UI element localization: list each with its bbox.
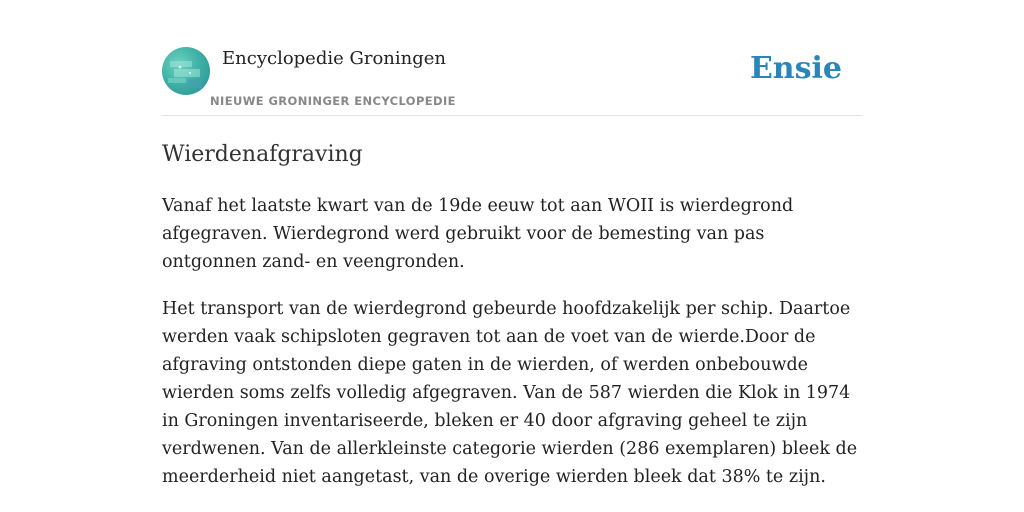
article-body [162, 192, 862, 510]
ensie-brand-link[interactable]: Ensie [749, 51, 842, 86]
site-title[interactable]: Encyclopedie Groningen [222, 48, 447, 69]
page-container [162, 0, 862, 487]
site-subtitle: NIEUWE GRONINGER ENCYCLOPEDIE [210, 94, 456, 108]
encyclopedia-logo-icon[interactable] [162, 47, 210, 95]
article-title: Wierdenafgraving [162, 142, 363, 167]
article-paragraph: Vanaf het laatste kwart van de 19de eeuw tot aan WOII is wierdegrond afgegraven. Wierdegrond werd gebruikt voor de bemesting van pas ontgonnen zand- en veengronden. [162, 196, 794, 272]
logo-graphic [162, 47, 210, 95]
article-paragraph: Het transport van de wierdegrond gebeurde hoofdzakelijk per schip. Daartoe werden vaak schipsloten gegraven tot aan de voet van de wierde.Door de afgraving ontstonden diepe gaten in de wierden, of werden onbebouwde wierden soms zelfs volledig afgegraven. Van de 587 wierden die Klok in 1974 in Groningen inventariseerde, bleken er 40 door afgraving geheel te zijn verdwenen. Van de allerkleinste categorie wierden (286 exemplaren) bleek de meerderheid niet aangetast, van de overige wierden bleek dat 38% te zijn. [162, 299, 858, 487]
site-header [162, 0, 862, 116]
